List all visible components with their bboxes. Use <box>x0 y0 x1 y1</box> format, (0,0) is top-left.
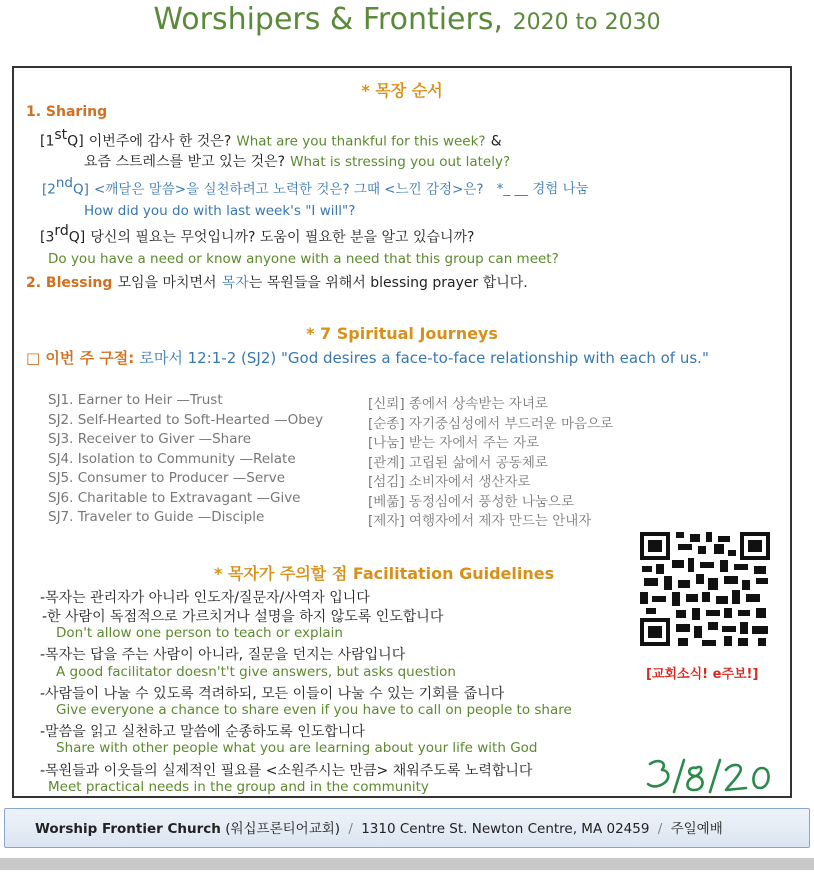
q1b-korean: 요즘 스트레스를 받고 있는 것은? <box>84 154 286 170</box>
week-verse-label: □ 이번 주 구절: <box>26 349 135 367</box>
q2-tail: *_ __ 경험 나눔 <box>496 181 589 198</box>
journey-item-ko: [베풂] 동정심에서 풍성한 나눔으로 <box>368 493 574 510</box>
q1-korean: 이번주에 감사 한 것은? <box>88 133 232 150</box>
journey-item-ko: [신뢰] 종에서 상속받는 자녀로 <box>368 396 548 412</box>
journey-item-en: SJ1. Earner to Heir —Trust <box>48 392 223 408</box>
blessing-leader: 목자 <box>221 275 249 291</box>
guideline-item-ko: -사람들이 나눌 수 있도록 격려하되, 모든 이들이 나눌 수 있는 기회를 줍니다 <box>40 686 505 702</box>
question-1 <box>40 127 502 150</box>
blessing-korean-2: 는 목원들을 위해서 blessing prayer 합니다. <box>248 275 528 291</box>
footer-church-name: Worship Frontier Church <box>35 821 221 837</box>
journey-item-ko: [제자] 여행자에서 제자 만드는 안내자 <box>368 513 592 529</box>
question-2-english <box>84 200 355 219</box>
footer-address: 1310 Centre St. Newton Centre, MA 02459 <box>361 821 650 837</box>
guideline-item-en: A good facilitator doesn't't give answers, but asks question <box>56 664 456 680</box>
q1-amp: & <box>490 133 502 150</box>
guideline-item-en: Don't allow one person to teach or explain <box>56 625 343 641</box>
q3-english: Do you have a need or know anyone with a need that this group can meet? <box>48 251 559 267</box>
footer-bar <box>4 808 810 848</box>
q2-korean: <깨달은 말씀>을 실천하려고 노력한 것은? 그때 <느낀 감정>은? <box>94 181 484 198</box>
q2-sup: nd <box>55 175 73 191</box>
handwritten-date-signature <box>644 756 784 796</box>
guidelines-heading: * 목자가 주의할 점 Facilitation Guidelines <box>214 564 555 583</box>
q2-english: How did you do with last week's "I will"? <box>84 203 356 219</box>
q1-suffix: Q] <box>67 133 84 150</box>
week-verse-row <box>26 347 709 368</box>
guideline-item-en: Meet practical needs in the group and in the community <box>48 779 429 795</box>
week-verse-text: 로마서 12:1-2 (SJ2) "God desires a face-to-face relationship with each of us." <box>139 349 709 367</box>
journey-item-en: SJ6. Charitable to Extravagant —Give <box>48 489 301 506</box>
qr-code-icon[interactable] <box>638 530 772 648</box>
journey-item-en: SJ3. Receiver to Giver —Share <box>48 431 252 447</box>
question-3-english-row <box>48 248 559 267</box>
q3-sup: rd <box>54 223 69 239</box>
title-years: 2020 to 2030 <box>512 10 661 35</box>
q1b-english: What is stressing you out lately? <box>290 154 511 170</box>
footer-separator-2: / <box>657 821 663 837</box>
q1-prefix: [1 <box>40 133 55 150</box>
question-1b <box>84 151 510 171</box>
journey-item-en: SJ2. Self-Hearted to Soft-Hearted —Obey <box>48 411 324 428</box>
bulletin-card <box>12 66 792 798</box>
journey-item-en: SJ4. Isolation to Community —Relate <box>48 450 296 467</box>
blessing-row <box>26 272 528 292</box>
journeys-heading: * 7 Spiritual Journeys <box>306 324 498 343</box>
q1-english: What are you thankful for this week? <box>236 133 486 150</box>
q2-prefix: [2 <box>42 181 56 198</box>
qr-caption[interactable]: [교회소식! e주보!] <box>646 667 759 682</box>
footer-separator-1: / <box>348 821 353 837</box>
blessing-korean-1: 모임을 마치면서 <box>117 275 217 291</box>
bottom-scroll-bar <box>0 858 814 870</box>
page-title <box>0 2 814 37</box>
sharing-label: 1. Sharing <box>26 104 108 120</box>
q3-suffix: Q] <box>68 229 86 246</box>
journey-item-ko: [관계] 고립된 삶에서 공동체로 <box>368 454 548 471</box>
guideline-item-ko: -말씀을 읽고 실천하고 말씀에 순종하도록 인도합니다 <box>40 724 365 740</box>
footer-church-korean: (워십프론티어교회) <box>225 821 341 837</box>
title-text: Worshipers & Frontiers, <box>153 2 504 37</box>
journey-item-ko: [섬김] 소비자에서 생산자로 <box>368 474 531 490</box>
journey-item-en: SJ5. Consumer to Producer —Serve <box>48 470 286 486</box>
q3-korean: 당신의 필요는 무엇입니까? 도움이 필요한 분을 알고 있습니까? <box>90 229 475 246</box>
guideline-item-en: Give everyone a chance to share even if you have to call on people to share <box>56 702 572 718</box>
order-heading: * 목장 순서 <box>361 81 443 100</box>
guideline-item-ko: -목원들과 이웃들의 실제적인 필요를 <소원주시는 만큼> 채워주도록 노력합니다 <box>40 763 533 779</box>
guideline-item-en: Share with other people what you are learning about your life with God <box>56 740 538 756</box>
guideline-item-ko: -목자는 답을 주는 사람이 아니라, 질문을 던지는 사람입니다 <box>40 647 406 663</box>
footer-service: 주일예배 <box>670 821 723 837</box>
guideline-item-ko: -한 사람이 독점적으로 가르치거나 설명을 하지 않도록 인도합니다 <box>42 609 444 625</box>
question-3 <box>40 223 474 246</box>
journey-item-ko: [순종] 자기중심성에서 부드러운 마음으로 <box>368 415 614 432</box>
q1-sup: st <box>54 127 68 143</box>
blessing-label: 2. Blessing <box>26 275 113 291</box>
journey-item-en: SJ7. Traveler to Guide —Disciple <box>48 509 265 525</box>
q3-prefix: [3 <box>40 229 55 246</box>
guideline-item-ko: -목자는 관리자가 아니라 인도자/질문자/사역자 입니다 <box>40 590 370 606</box>
question-2 <box>42 175 589 197</box>
q2-suffix: Q] <box>73 181 89 198</box>
journey-item-ko: [나눔] 받는 자에서 주는 자로 <box>368 435 540 451</box>
